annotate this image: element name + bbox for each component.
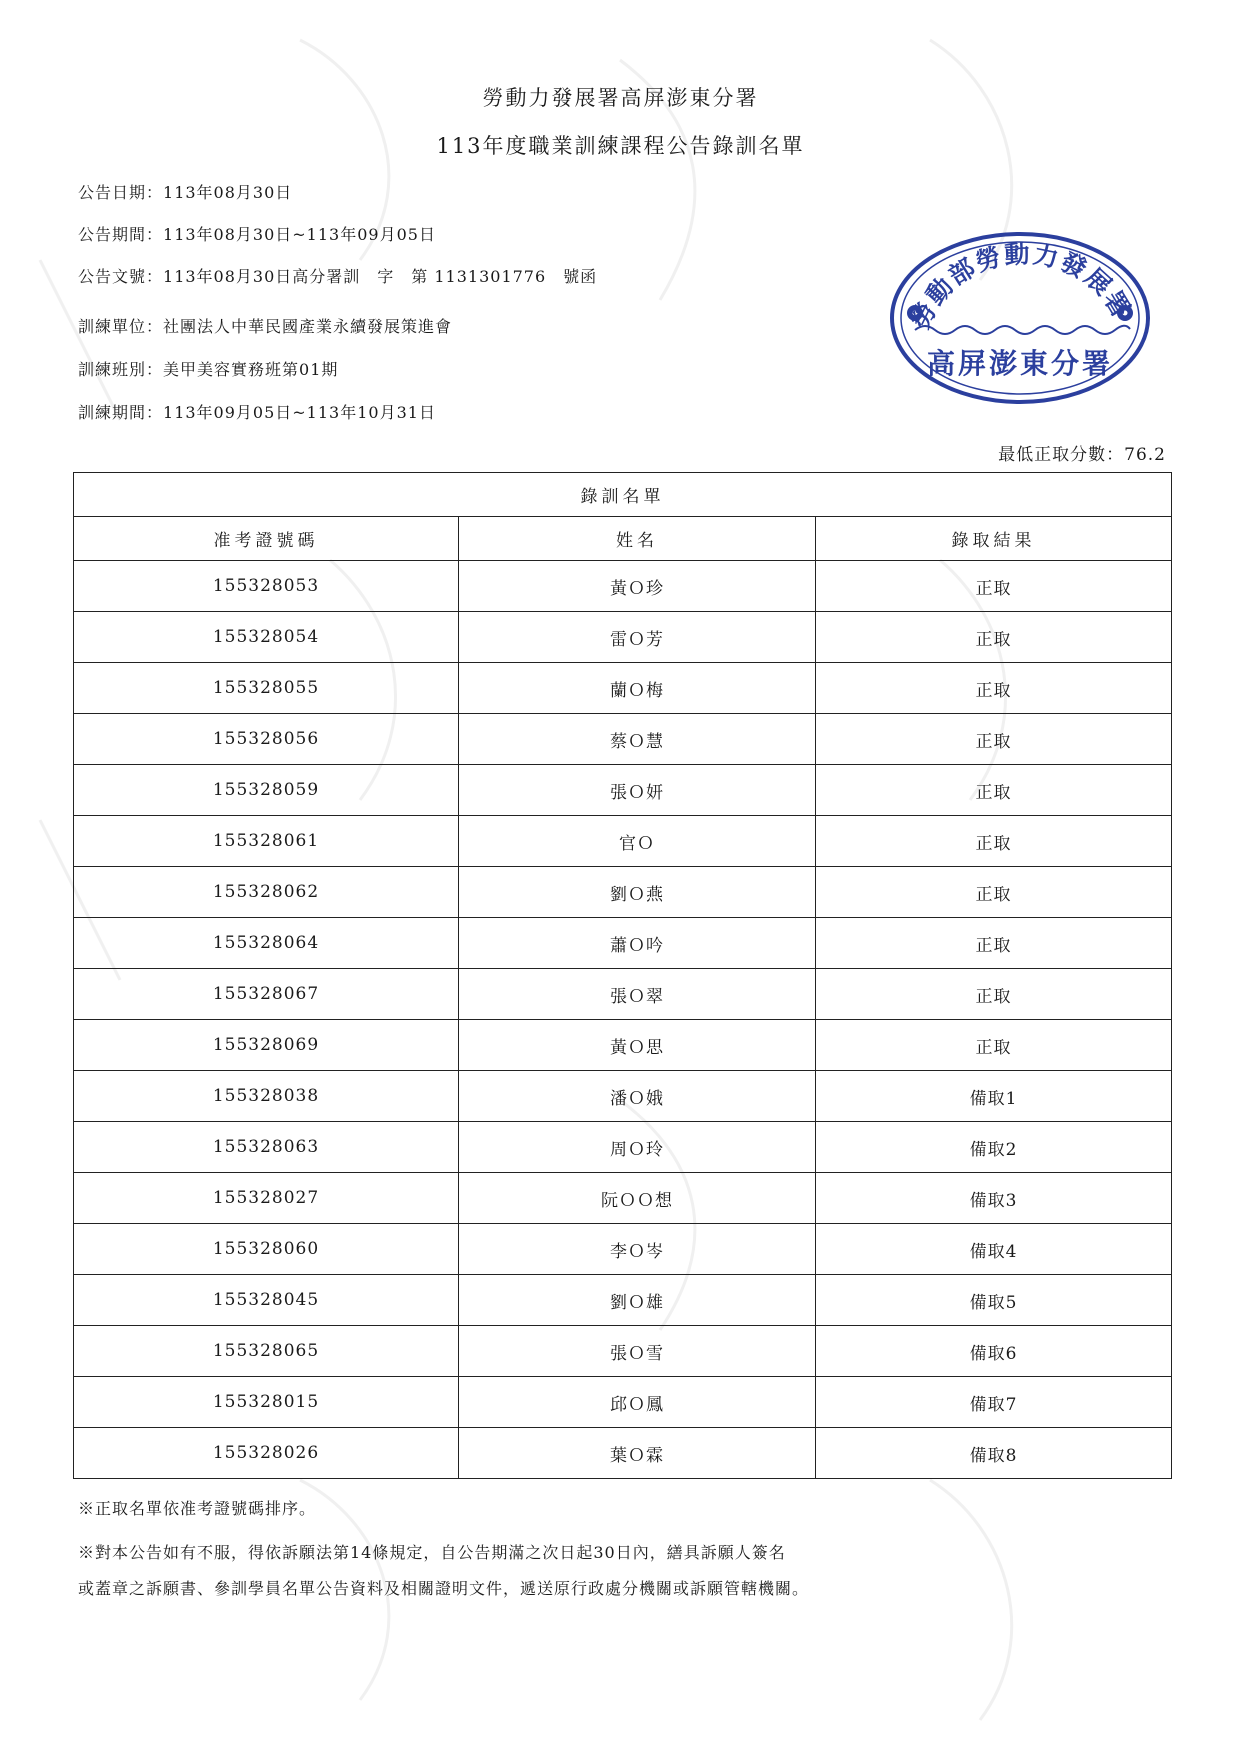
result-cell: 正取 bbox=[816, 612, 1172, 663]
name-cell: 張Ｏ翠 bbox=[459, 969, 816, 1020]
exam-number-cell: 155328015 bbox=[74, 1377, 459, 1428]
name-cell: 劉Ｏ燕 bbox=[459, 867, 816, 918]
page-title: 113年度職業訓練課程公告錄訓名單 bbox=[436, 134, 805, 158]
result-cell: 備取5 bbox=[816, 1275, 1172, 1326]
result-cell: 正取 bbox=[816, 561, 1172, 612]
announce-doc-number-label: 公告文號： bbox=[78, 267, 164, 286]
training-period bbox=[78, 400, 436, 423]
seal-top-text: 勞動部勞動力發展署 bbox=[905, 239, 1137, 334]
name-cell: 周Ｏ玲 bbox=[459, 1122, 816, 1173]
exam-number-cell: 155328045 bbox=[74, 1275, 459, 1326]
note-sort-order: ※正取名單依准考證號碼排序。 bbox=[78, 1499, 317, 1518]
name-cell: 葉Ｏ霖 bbox=[459, 1428, 816, 1479]
exam-number-cell: 155328027 bbox=[74, 1173, 459, 1224]
announce-period-value: 113年08月30日~113年09月05日 bbox=[163, 225, 436, 244]
name-cell: 張Ｏ雪 bbox=[459, 1326, 816, 1377]
name-cell: 劉Ｏ雄 bbox=[459, 1275, 816, 1326]
table-row bbox=[74, 612, 1172, 663]
table-row bbox=[74, 867, 1172, 918]
name-cell: 邱Ｏ鳳 bbox=[459, 1377, 816, 1428]
table-row bbox=[74, 1275, 1172, 1326]
exam-number-cell: 155328038 bbox=[74, 1071, 459, 1122]
result-cell: 備取2 bbox=[816, 1122, 1172, 1173]
announce-doc-number bbox=[78, 264, 597, 287]
exam-number-cell: 155328061 bbox=[74, 816, 459, 867]
seal-bottom-text: 高屏澎東分署 bbox=[926, 347, 1114, 380]
table-row bbox=[74, 1071, 1172, 1122]
table-row bbox=[74, 765, 1172, 816]
result-cell: 備取8 bbox=[816, 1428, 1172, 1479]
col-header-name: 姓名 bbox=[459, 517, 816, 561]
result-cell: 正取 bbox=[816, 663, 1172, 714]
official-seal-stamp bbox=[885, 225, 1155, 410]
result-cell: 正取 bbox=[816, 918, 1172, 969]
note-appeal-line1: ※對本公告如有不服，得依訴願法第14條規定，自公告期滿之次日起30日內，繕具訴願人簽名 bbox=[78, 1543, 786, 1562]
table-row bbox=[74, 1326, 1172, 1377]
exam-number-cell: 155328063 bbox=[74, 1122, 459, 1173]
training-class-label: 訓練班別： bbox=[78, 360, 164, 379]
name-cell: 蕭Ｏ吟 bbox=[459, 918, 816, 969]
announce-period-label: 公告期間： bbox=[78, 225, 164, 244]
result-cell: 備取4 bbox=[816, 1224, 1172, 1275]
exam-number-cell: 155328069 bbox=[74, 1020, 459, 1071]
min-score: 最低正取分數：76.2 bbox=[998, 445, 1166, 465]
announce-date bbox=[78, 180, 292, 203]
exam-number-cell: 155328062 bbox=[74, 867, 459, 918]
announce-date-value: 113年08月30日 bbox=[163, 183, 293, 202]
result-cell: 備取3 bbox=[816, 1173, 1172, 1224]
result-cell: 正取 bbox=[816, 714, 1172, 765]
exam-number-cell: 155328055 bbox=[74, 663, 459, 714]
name-cell: 阮ＯＯ想 bbox=[459, 1173, 816, 1224]
training-unit-label: 訓練單位： bbox=[78, 317, 164, 336]
result-cell: 備取6 bbox=[816, 1326, 1172, 1377]
admission-table bbox=[73, 472, 1172, 1479]
training-unit-value: 社團法人中華民國產業永續發展策進會 bbox=[163, 317, 453, 336]
table-row bbox=[74, 918, 1172, 969]
training-unit bbox=[78, 314, 452, 337]
table-caption: 錄訓名單 bbox=[74, 473, 1172, 517]
admission-table-body bbox=[74, 561, 1172, 1479]
result-cell: 正取 bbox=[816, 765, 1172, 816]
table-row bbox=[74, 1377, 1172, 1428]
exam-number-cell: 155328064 bbox=[74, 918, 459, 969]
result-cell: 正取 bbox=[816, 867, 1172, 918]
name-cell: 黃Ｏ思 bbox=[459, 1020, 816, 1071]
exam-number-cell: 155328060 bbox=[74, 1224, 459, 1275]
name-cell: 官Ｏ bbox=[459, 816, 816, 867]
name-cell: 李Ｏ岑 bbox=[459, 1224, 816, 1275]
table-row bbox=[74, 714, 1172, 765]
table-row bbox=[74, 663, 1172, 714]
note-appeal-line2: 或蓋章之訴願書、參訓學員名單公告資料及相關證明文件，遞送原行政處分機關或訴願管轄機關。 bbox=[78, 1579, 810, 1598]
col-header-result: 錄取結果 bbox=[816, 517, 1172, 561]
col-header-exam-number: 准考證號碼 bbox=[74, 517, 459, 561]
name-cell: 潘Ｏ娥 bbox=[459, 1071, 816, 1122]
table-row bbox=[74, 1122, 1172, 1173]
training-period-label: 訓練期間： bbox=[78, 403, 164, 422]
table-row bbox=[74, 1428, 1172, 1479]
name-cell: 張Ｏ妍 bbox=[459, 765, 816, 816]
table-row bbox=[74, 1224, 1172, 1275]
exam-number-cell: 155328054 bbox=[74, 612, 459, 663]
exam-number-cell: 155328026 bbox=[74, 1428, 459, 1479]
name-cell: 黃Ｏ珍 bbox=[459, 561, 816, 612]
result-cell: 備取7 bbox=[816, 1377, 1172, 1428]
exam-number-cell: 155328059 bbox=[74, 765, 459, 816]
exam-number-cell: 155328065 bbox=[74, 1326, 459, 1377]
announce-period bbox=[78, 222, 436, 245]
result-cell: 正取 bbox=[816, 1020, 1172, 1071]
agency-title: 勞動力發展署高屏澎東分署 bbox=[482, 86, 759, 110]
name-cell: 蔡Ｏ慧 bbox=[459, 714, 816, 765]
result-cell: 正取 bbox=[816, 969, 1172, 1020]
training-class-value: 美甲美容實務班第01期 bbox=[163, 360, 339, 379]
table-row bbox=[74, 816, 1172, 867]
table-row bbox=[74, 561, 1172, 612]
training-period-value: 113年09月05日~113年10月31日 bbox=[163, 403, 436, 422]
table-row bbox=[74, 1173, 1172, 1224]
table-row bbox=[74, 1020, 1172, 1071]
name-cell: 雷Ｏ芳 bbox=[459, 612, 816, 663]
table-row bbox=[74, 969, 1172, 1020]
announce-doc-number-value: 113年08月30日高分署訓 字 第 1131301776 號函 bbox=[163, 267, 598, 286]
announce-date-label: 公告日期： bbox=[78, 183, 164, 202]
exam-number-cell: 155328053 bbox=[74, 561, 459, 612]
exam-number-cell: 155328067 bbox=[74, 969, 459, 1020]
name-cell: 蘭Ｏ梅 bbox=[459, 663, 816, 714]
exam-number-cell: 155328056 bbox=[74, 714, 459, 765]
training-class bbox=[78, 357, 338, 380]
result-cell: 備取1 bbox=[816, 1071, 1172, 1122]
result-cell: 正取 bbox=[816, 816, 1172, 867]
